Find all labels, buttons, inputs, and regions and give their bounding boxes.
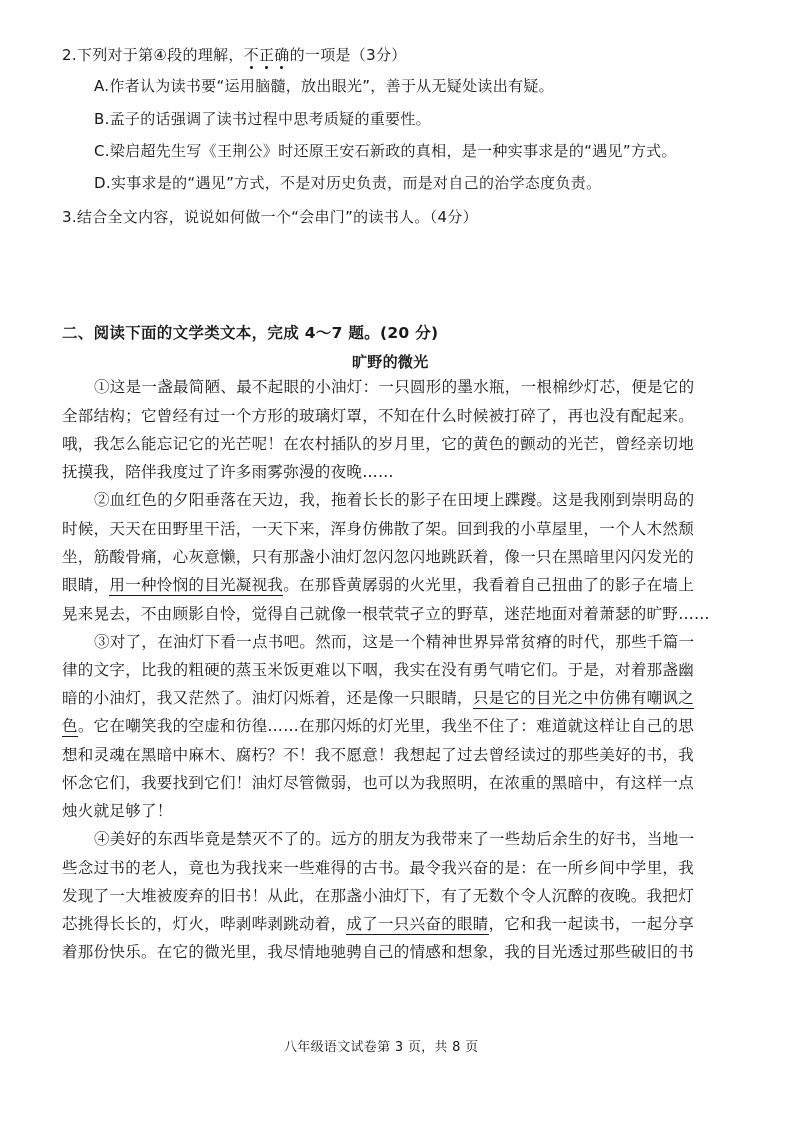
paragraph-2-line: 晃来晃去，不由顾影自怜，觉得自己就像一根茕茕孑立的野草，迷茫地面对着萧瑟的旷野…… xyxy=(62,605,710,623)
text-run: 芯挑得长长的，灯火，哔剥哔剥跳动着， xyxy=(62,915,347,933)
question-2-suffix: 的一项是（3分） xyxy=(289,46,407,64)
underlined-phrase: 用一种怜悯的目光凝视我 xyxy=(109,576,284,594)
option-a: A.作者认为读书要“运用脑髓，放出眼光”，善于从无疑处读出有疑。 xyxy=(94,77,554,95)
text-run: 。它在嘲笑我的空虚和彷徨……在那闪烁的灯光里，我坐不住了：难道就这样让自己的思 xyxy=(77,717,695,735)
paragraph-4-line: 发现了一大堆被废弃的旧书！从此，在那盏小油灯下，有了无数个令人沉醉的夜晚。我把灯 xyxy=(62,887,695,905)
emphasis-char: 确 xyxy=(274,46,290,64)
question-2-prefix: 2.下列对于第④段的理解， xyxy=(62,46,244,64)
question-2-stem xyxy=(62,44,407,66)
paragraph-3-line: 烛火就足够了！ xyxy=(62,802,173,820)
paragraph-3-line xyxy=(62,715,694,737)
paragraph-1-line: 哦，我怎么能忘记它的光芒呢！在农村插队的岁月里，它的黄色的颤动的光芒，曾经亲切地 xyxy=(62,435,695,453)
text-run: 眼睛， xyxy=(62,576,110,594)
emphasis-char: 正 xyxy=(258,46,275,64)
paragraph-2-line: ②血红色的夕阳垂落在天边，我，拖着长长的影子在田埂上蹀躞。这是我刚到崇明岛的 xyxy=(94,491,695,509)
underlined-phrase: 色 xyxy=(62,717,78,735)
option-b: B.孟子的话强调了读书过程中思考质疑的重要性。 xyxy=(94,110,431,128)
paragraph-4-line: ④美好的东西毕竟是禁灭不了的。远方的朋友为我带来了一些劫后余生的好书，当地一 xyxy=(94,830,695,848)
underlined-phrase: 成了一只兴奋的眼睛 xyxy=(346,915,489,933)
section-heading: 二、阅读下面的文学类文本，完成 4～7 题。(20 分) xyxy=(62,324,439,342)
paragraph-3-line: 怀念它们，我要找到它们！油灯尽管微弱，也可以为我照明，在浓重的黑暗中，有这样一点 xyxy=(62,774,695,792)
paragraph-2-line: 坐，筋酸骨痛，心灰意懒，只有那盏小油灯忽闪忽闪地跳跃着，像一只在黑暗里闪闪发光的 xyxy=(62,548,695,566)
paragraph-2-line: 时候，天天在田野里干活，一天下来，浑身仿佛散了架。回到我的小草屋里，一个人木然颓 xyxy=(62,520,695,538)
underlined-phrase: 只是它的目光之中仿佛有嘲讽之 xyxy=(472,689,695,707)
paragraph-1-line: ①这是一盏最简陋、最不起眼的小油灯：一只圆形的墨水瓶，一根棉纱灯芯，便是它的 xyxy=(94,378,695,396)
question-3: 3.结合全文内容，说说如何做一个“会串门”的读书人。（4分） xyxy=(62,208,478,226)
text-run: 暗的小油灯，我又茫然了。油灯闪烁着，还是像一只眼睛， xyxy=(62,689,473,707)
paragraph-2-line xyxy=(62,574,694,596)
option-d: D.实事求是的“遇见”方式，不是对历史负责，而是对自己的治学态度负责。 xyxy=(94,174,602,192)
paragraph-4-line: 着那份快乐。在它的微光里，我尽情地驰骋自己的情感和想象，我的目光透过那些破旧的书 xyxy=(62,943,695,961)
paragraph-3-line: 想和灵魂在黑暗中麻木、腐朽？不！我不愿意！我想起了过去曾经读过的那些美好的书，我 xyxy=(62,746,695,764)
paragraph-3-line: ③对了，在油灯下看一点书吧。然而，这是一个精神世界异常贫瘠的时代，那些千篇一 xyxy=(94,633,695,651)
paragraph-1-line: 全部结构；它曾经有过一个方形的玻璃灯罩，不知在什么时候被打碎了，再也没有配起来。 xyxy=(62,407,695,425)
option-c: C.梁启超先生写《王荆公》时还原王安石新政的真相，是一种实事求是的“遇见”方式。 xyxy=(94,142,677,160)
paragraph-4-line xyxy=(62,913,694,935)
paragraph-4-line: 些念过书的老人，竟也为我找来一些难得的古书。最令我兴奋的是：在一所乡间中学里，我 xyxy=(62,859,695,877)
emphasis-char: 不 xyxy=(243,46,259,64)
paragraph-3-line xyxy=(62,687,694,709)
page-footer: 八年级语文试卷第 3 页，共 8 页 xyxy=(284,1040,479,1055)
text-run: 。在那昏黄孱弱的火光里，我看着自己扭曲了的影子在墙上 xyxy=(283,576,695,594)
paragraph-3-line: 律的文字，比我的粗硬的蒸玉米饭更难以下咽，我实在没有勇气啃它们。于是，对着那盏幽 xyxy=(62,661,695,679)
text-run: ，它和我一起读书，一起分享 xyxy=(488,915,695,933)
paragraph-1-line: 抚摸我，陪伴我度过了许多雨雾弥漫的夜晚…… xyxy=(62,463,394,481)
passage-title: 旷野的微光 xyxy=(352,353,429,371)
